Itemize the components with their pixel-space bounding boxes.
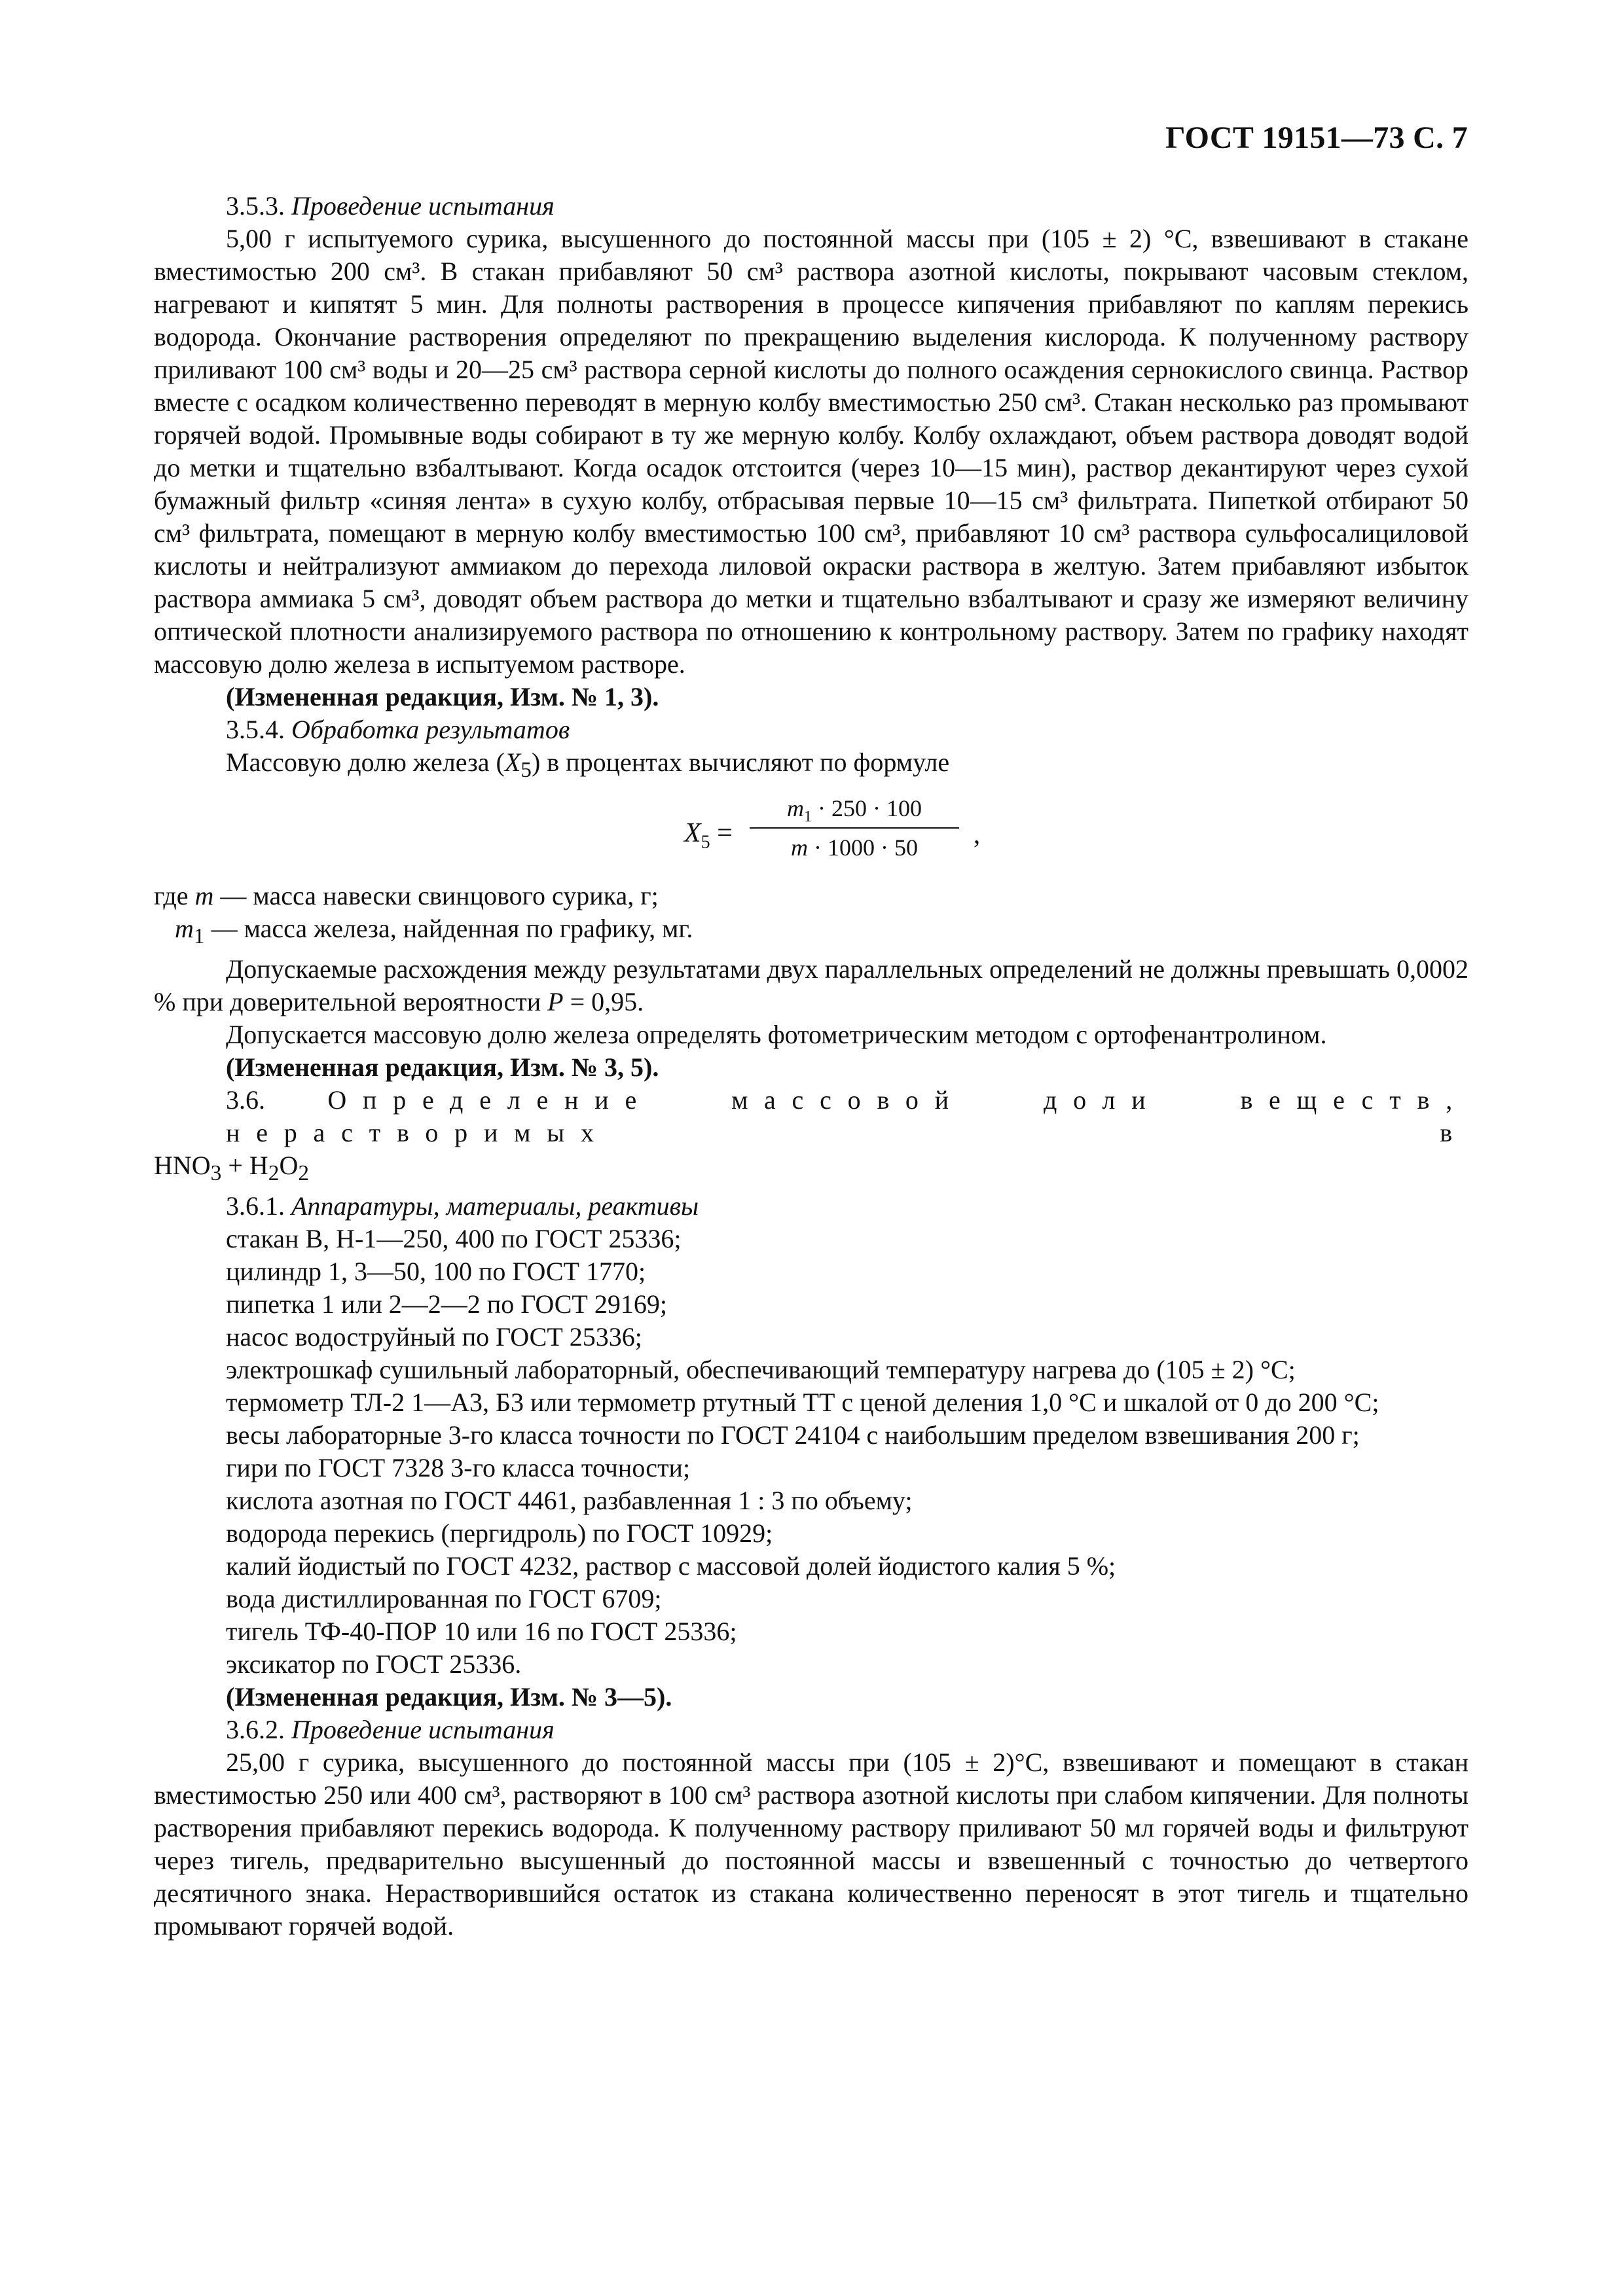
text-fragment: — масса навески свинцового сурика, г; (213, 881, 659, 910)
section-title: Проведение испытания (291, 1715, 555, 1744)
subscript: 5 (520, 758, 532, 782)
subscript: 2 (268, 1161, 280, 1185)
section-heading-3-6-1 (154, 1190, 1468, 1223)
formula-lhs (684, 817, 733, 859)
where-line-1 (154, 880, 1468, 912)
chem-formula: HNO (154, 1151, 211, 1180)
amendment-note: (Измененная редакция, Изм. № 3, 5). (226, 1052, 659, 1082)
list-item: пипетка 1 или 2—2—2 по ГОСТ 29169; (226, 1289, 667, 1319)
fraction-bar (750, 827, 959, 829)
subscript: 2 (298, 1161, 310, 1185)
list-item: насос водоструйный по ГОСТ 25336; (226, 1322, 642, 1352)
subscript: 1 (193, 924, 205, 948)
list-item: термометр ТЛ-2 1—А3, Б3 или термометр ртутный ТТ с ценой деления 1,0 °С и шкалой от 0 до 200 °С; (226, 1388, 1379, 1417)
text-fragment: — масса железа, найденная по графику, мг. (204, 914, 693, 943)
text-fragment: Допускаемые расхождения между результатами двух параллельных определений не должны превышать 0,0002 % при доверительной вероятности (154, 954, 1468, 1016)
formula-subscript: 1 (804, 808, 812, 826)
section-number: 3.6.2. (226, 1715, 285, 1744)
section-title: Аппаратуры, материалы, реактивы (291, 1191, 699, 1221)
list-item: эксикатор по ГОСТ 25336. (226, 1649, 522, 1679)
list-item: калий йодистый по ГОСТ 4232, раствор с массовой долей йодистого калия 5 %; (226, 1551, 1116, 1581)
text-fragment: где (154, 881, 195, 910)
equipment-list (154, 1223, 1468, 1681)
denominator-rest: · 1000 · 50 (808, 834, 918, 861)
section-number: 3.6. (226, 1085, 265, 1115)
list-item: тигель ТФ-40-ПОР 10 или 16 по ГОСТ 25336; (226, 1617, 737, 1646)
chem-formula: O (279, 1151, 299, 1180)
text-fragment: ) в процентах вычисляют по формуле (531, 747, 950, 777)
section-heading-3-6-2 (154, 1713, 1468, 1746)
variable-x: X (504, 747, 521, 777)
section-title: Проведение испытания (291, 191, 555, 221)
subscript: 3 (210, 1161, 222, 1185)
text-fragment: = 0,95. (563, 987, 644, 1016)
section-heading-3-6-formula (154, 1149, 1468, 1190)
amendment-note: (Измененная редакция, Изм. № 1, 3). (226, 682, 659, 711)
variable-p: P (547, 987, 564, 1016)
section-title: Обработка результатов (291, 715, 570, 744)
paragraph (154, 953, 1468, 1018)
equals-sign: = (710, 818, 733, 848)
list-item: стакан В, Н-1—250, 400 по ГОСТ 25336; (226, 1224, 682, 1253)
list-item: цилиндр 1, 3—50, 100 по ГОСТ 1770; (226, 1257, 646, 1286)
formula (154, 792, 1468, 874)
paragraph: 25,00 г сурика, высушенного до постоянной массы при (105 ± 2)°С, взвешивают и помещают в стакан вместимостью 250 или 400 см³, растворяют в 100 см³ раствора азотной кислоты при слабом кипячении. Для полноты растворения прибавляют перекись водорода. К полученному раствору приливают 50 мл горячей воды и фильтруют через тигель, предварительно высушенный до постоянной массы и взвешенный с точностью до четвертого десятичного знака. Нерастворившийся остаток из стакана количественно переносят в этот тигель и тщательно промывают горячей водой. (154, 1748, 1468, 1941)
formula-intro (154, 746, 1468, 787)
amendment-note: (Измененная редакция, Изм. № 3—5). (226, 1682, 672, 1712)
fraction-denominator (750, 831, 959, 864)
list-item: кислота азотная по ГОСТ 4461, разбавленная 1 : 3 по объему; (226, 1486, 913, 1515)
section-title: Определение массовой доли веществ, нерастворимых в (226, 1085, 1468, 1147)
section-number: 3.6.1. (226, 1191, 285, 1221)
where-line-2 (154, 912, 1468, 953)
formula-variable: X (684, 818, 701, 848)
section-heading-3-6 (154, 1084, 1468, 1149)
formula-subscript: 5 (701, 832, 710, 853)
text-fragment: Массовую долю железа ( (226, 747, 505, 777)
section-heading-3-5-4 (154, 713, 1468, 746)
fraction-numerator (750, 792, 959, 825)
section-number: 3.5.4. (226, 715, 285, 744)
variable-m1: m (175, 914, 194, 943)
variable-m: m (194, 881, 214, 910)
paragraph: Допускается массовую долю железа определять фотометрическим методом с ортофенантролином. (226, 1020, 1327, 1049)
formula-fraction (750, 792, 959, 864)
formula-variable: m (787, 795, 804, 821)
list-item: вода дистиллированная по ГОСТ 6709; (226, 1584, 662, 1613)
list-item: электрошкаф сушильный лабораторный, обеспечивающий температуру нагрева до (105 ± 2) °С; (226, 1355, 1296, 1384)
page-header: ГОСТ 19151—73 С. 7 (1165, 120, 1468, 155)
list-item: весы лабораторные 3-го класса точности по ГОСТ 24104 с наибольшим пределом взвешивания 200 г; (226, 1420, 1360, 1450)
list-item: гири по ГОСТ 7328 3-го класса точности; (226, 1453, 691, 1482)
formula-variable: m (791, 834, 808, 861)
section-heading-3-5-3 (154, 190, 1468, 223)
paragraph: 5,00 г испытуемого сурика, высушенного до постоянной массы при (105 ± 2) °С, взвешивают в стакане вместимостью 200 см³. В стакан прибавляют 50 см³ раствора азотной кислоты, покрывают часовым стеклом, нагревают и кипятят 5 мин. Для полноты растворения в процессе кипячения прибавляют по каплям перекись водорода. Окончание растворения определяют по прекращению выделения кислорода. К полученному раствору приливают 100 см³ воды и 20—25 см³ раствора серной кислоты до полного осаждения сернокислого свинца. Раствор вместе с осадком количественно переводят в мерную колбу вместимостью 250 см³. Стакан несколько раз промывают горячей водой. Промывные воды собирают в ту же мерную колбу. Колбу охлаждают, объем раствора доводят водой до метки и тщательно взбалтывают. Когда осадок отстоится (через 10—15 мин), раствор декантируют через сухой бумажный фильтр «синяя лента» в сухую колбу, отбрасывая первые 10—15 см³ фильтрата. Пипеткой отбирают 50 см³ фильтрата, помещают в мерную колбу вместимостью 100 см³, прибавляют 10 см³ раствора сульфосалициловой кислоты и нейтрализуют аммиаком до перехода лиловой окраски раствора в желтую. Затем прибавляют избыток раствора аммиака 5 см³, доводят объем раствора до метки и тщательно взбалтывают и сразу же измеряют величину оптической плотности анализируемого раствора по отношению к контрольному раствору. Затем по графику находят массовую долю железа в испытуемом растворе. (154, 224, 1468, 679)
list-item: водорода перекись (пергидроль) по ГОСТ 10929; (226, 1518, 773, 1548)
section-number: 3.5.3. (226, 191, 285, 221)
numerator-rest: · 250 · 100 (812, 795, 922, 821)
formula-comma: , (974, 819, 980, 849)
document-body (154, 190, 1468, 1943)
chem-formula: + H (221, 1151, 268, 1180)
